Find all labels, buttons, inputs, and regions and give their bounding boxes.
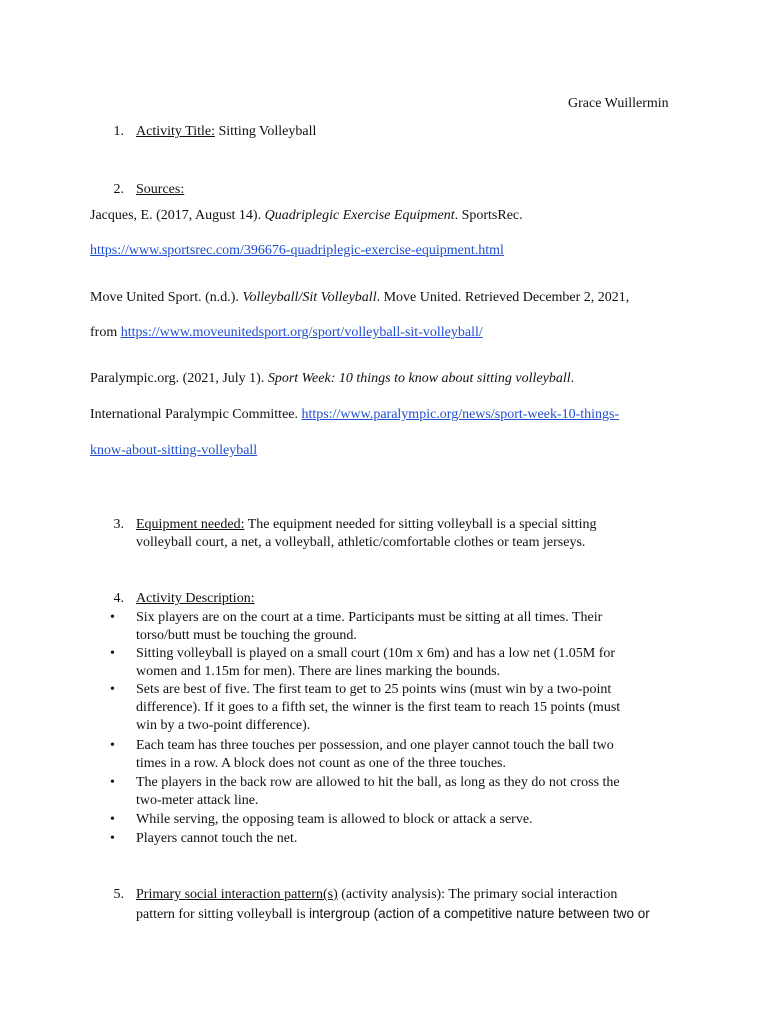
bullet-3-line-2: difference). If it goes to a fifth set, the winner is the first team to reach 15 points (must [136,700,621,715]
bullet-glyph: • [110,738,115,753]
bullet-6-line-1: While serving, the opposing team is allowed to block or attack a serve. [136,812,533,827]
source-3-citation [90,370,574,388]
bullet-1-line-1: Six players are on the court at a time. Participants must be sitting at all times. Their [136,610,603,625]
section-4-number: 4. [113,591,124,606]
bullet-glyph: • [110,812,115,827]
source-3-suffix: . [570,371,575,386]
source-2-citation [90,289,629,307]
section-1-line [136,123,316,141]
bullet-glyph: • [110,610,115,625]
source-3-link-line [90,406,619,424]
source-2-prefix: Move United Sport. (n.d.). [90,290,243,305]
section-5-number: 5. [113,887,124,902]
bullet-5-line-1: The players in the back row are allowed to hit the ball, as long as they do not cross the [136,775,620,790]
bullet-4-line-1: Each team has three touches per possession, and one player cannot touch the ball two [136,738,614,753]
source-3-org: International Paralympic Committee. [90,407,302,422]
source-2-title: Volleyball/Sit Volleyball [242,290,377,305]
equipment-label: Equipment needed: [136,517,245,532]
activity-description-label: Activity Description: [136,591,255,606]
bullet-5-line-2: two-meter attack line. [136,793,259,808]
social-pattern-text-2a: pattern for sitting volleyball is [136,907,310,922]
bullet-glyph: • [110,831,115,846]
author-name: Grace Wuillermin [568,96,669,111]
source-3-link-part-2[interactable]: know-about-sitting-volleyball [90,443,258,458]
bullet-4-line-2: times in a row. A block does not count as one of the three touches. [136,756,507,771]
section-2-number: 2. [113,182,124,197]
activity-title-value: Sitting Volleyball [214,124,317,139]
bullet-glyph: • [110,646,115,661]
social-pattern-text-1: (activity analysis): The primary social interaction [337,887,618,902]
source-1-citation [90,207,523,225]
bullet-glyph: • [110,682,115,697]
social-pattern-line-1 [136,886,617,904]
sources-label: Sources: [136,182,185,197]
source-2-link[interactable]: https://www.moveunitedsport.org/sport/volleyball-sit-volleyball/ [120,325,483,340]
source-3-prefix: Paralympic.org. (2021, July 1). [90,371,268,386]
source-1-suffix: . SportsRec. [454,208,523,223]
bullet-2-line-2: women and 1.15m for men). There are lines marking the bounds. [136,664,501,679]
source-2-suffix: . Move United. Retrieved December 2, 2021, [376,290,630,305]
source-3-link-part-1[interactable]: https://www.paralympic.org/news/sport-week-10-things- [301,407,620,422]
activity-title-label: Activity Title: [136,124,215,139]
section-1-number: 1. [113,124,124,139]
bullet-3-line-1: Sets are best of five. The first team to get to 25 points wins (must win by a two-point [136,682,612,697]
source-3-title: Sport Week: 10 things to know about sitting volleyball [267,371,571,386]
equipment-line-1 [136,516,596,534]
bullet-3-line-3: win by a two-point difference). [136,718,311,733]
social-pattern-text-2b: intergroup (action of a competitive nature between two or [309,906,650,921]
social-pattern-line-2 [136,905,650,924]
bullet-glyph: • [110,775,115,790]
source-1-prefix: Jacques, E. (2017, August 14). [90,208,265,223]
equipment-text-1: The equipment needed for sitting volleyball is a special sitting [244,517,597,532]
bullet-1-line-2: torso/butt must be touching the ground. [136,628,357,643]
source-1-link[interactable]: https://www.sportsrec.com/396676-quadriplegic-exercise-equipment.html [90,243,504,258]
section-3-number: 3. [113,517,124,532]
source-2-link-line [90,324,483,342]
source-1-title: Quadriplegic Exercise Equipment [264,208,455,223]
equipment-line-2: volleyball court, a net, a volleyball, athletic/comfortable clothes or team jerseys. [136,535,586,550]
source-2-from: from [90,325,121,340]
social-pattern-label: Primary social interaction pattern(s) [136,887,338,902]
bullet-7-line-1: Players cannot touch the net. [136,831,298,846]
bullet-2-line-1: Sitting volleyball is played on a small court (10m x 6m) and has a low net (1.05M for [136,646,616,661]
